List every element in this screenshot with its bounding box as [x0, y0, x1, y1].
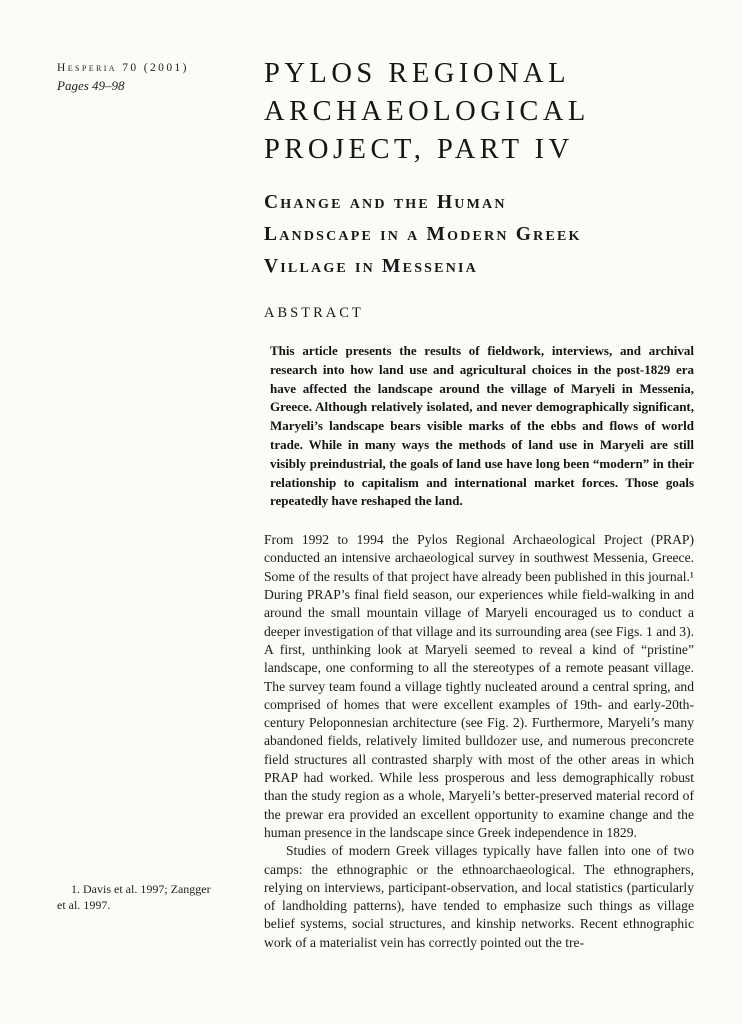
article-subtitle-line-1: Change and the Human [264, 192, 507, 213]
body-paragraph-2: Studies of modern Greek villages typically have fallen into one of two camps: the ethnographic or the ethnoarchaeological. The ethnographers, relying on interviews, participant-observation, and local statistics (particularly of landholding patterns), have tended to emphasize such things as village belief systems, social structures, and kinship networks. Recent ethnographic work of a materialist vein has correctly pointed out the tre- [264, 843, 694, 950]
article-body [264, 531, 694, 952]
body-paragraph-1: From 1992 to 1994 the Pylos Regional Archaeological Project (PRAP) conducted an intensive archaeological survey in southwest Messenia, Greece. Some of the results of that project have already been published in this journal.¹ During PRAP’s final field season, our experiences while field-walking in and around the small mountain village of Maryeli encouraged us to conduct a deeper investigation of that village and its surrounding area (see Figs. 1 and 3). A first, unthinking look at Maryeli seemed to reveal a kind of “pristine” landscape, one conforming to all the stereotypes of a remote peasant village. The survey team found a village tightly nucleated around a central spring, and comprised of homes that were excellent examples of 19th- and early-20th-century Peloponnesian architecture (see Fig. 2). Furthermore, Maryeli’s many abandoned fields, relatively limited bulldozer use, and numerous preconcrete field structures all contrasted sharply with most of the other areas in which PRAP had worked. While less prosperous and less demographically robust than the study region as a whole, Maryeli’s better-preserved material record of the prewar era provided an excellent opportunity to examine change and the human presence in the landscape since Greek independence in 1829. [264, 532, 694, 840]
article-subtitle [264, 187, 694, 283]
article-title-line-3: PROJECT, PART IV [264, 134, 574, 165]
footnote-line-1: 1. Davis et al. 1997; Zangger [71, 882, 211, 896]
article-title-line-1: PYLOS REGIONAL [264, 58, 571, 89]
footnote-line-2: et al. 1997. [57, 897, 111, 912]
article-subtitle-line-2: Landscape in a Modern Greek [264, 224, 582, 245]
abstract-text: This article presents the results of fieldwork, interviews, and archival research into how land use and agricultural choices in the post-1829 era have affected the landscape around the village of Maryeli in Messenia, Greece. Although relatively isolated, and never demographically significant, Maryeli’s landscape bears visible marks of the ebbs and flows of world trade. While in many ways the methods of land use in Maryeli are still visibly preindustrial, the goals of land use have long been “modern” in their relationship to capitalism and international market forces. Those goals repeatedly have reshaped the land. [270, 343, 694, 509]
article-subtitle-line-3: Village in Messenia [264, 256, 478, 277]
article-title [264, 55, 694, 169]
footnote [57, 882, 217, 913]
journal-page-range: Pages 49–98 [57, 78, 125, 93]
journal-header [57, 62, 189, 94]
abstract-heading: ABSTRACT [264, 305, 364, 321]
article-title-line-2: ARCHAEOLOGICAL [264, 96, 590, 127]
article-content [264, 55, 694, 952]
journal-name: Hesperia 70 (2001) [57, 62, 189, 74]
